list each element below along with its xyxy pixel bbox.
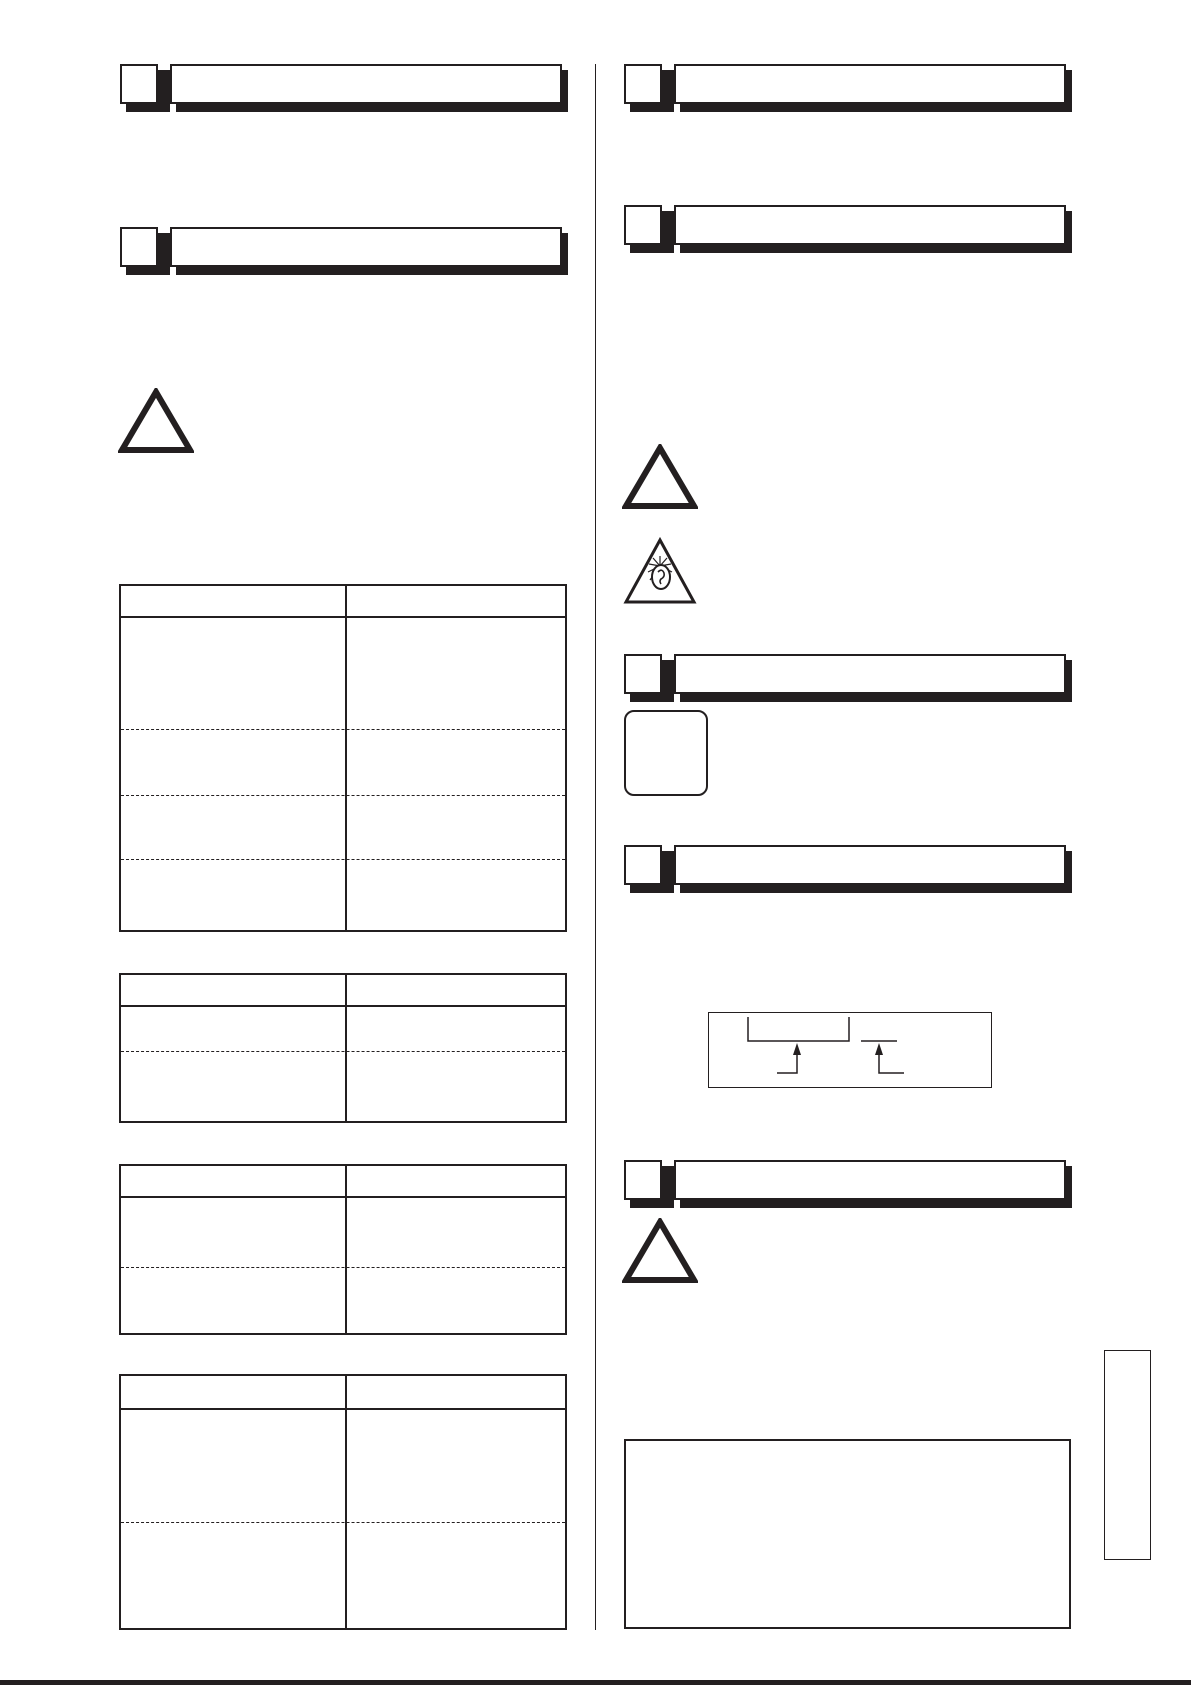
section-title-bar xyxy=(674,64,1066,104)
section-number-box xyxy=(120,64,158,104)
section-header-1 xyxy=(120,64,570,112)
serial-number-diagram xyxy=(708,1012,992,1088)
section-number-box xyxy=(120,227,158,267)
side-tab xyxy=(1104,1350,1151,1560)
section-title-bar xyxy=(674,1160,1066,1200)
section-title-bar xyxy=(674,654,1066,694)
section-header-3 xyxy=(624,64,1074,112)
warning-triangle-icon xyxy=(118,388,194,454)
bottom-rule xyxy=(0,1680,1191,1685)
spec-table-1 xyxy=(119,584,567,932)
label-box xyxy=(624,710,708,796)
spec-table-4 xyxy=(119,1374,567,1630)
column-divider xyxy=(595,64,596,1630)
section-number-box xyxy=(624,64,662,104)
warning-triangle-icon xyxy=(622,1218,698,1284)
section-title-bar xyxy=(170,64,562,104)
section-title-bar xyxy=(170,227,562,267)
notice-box xyxy=(624,1439,1071,1629)
section-number-box xyxy=(624,845,662,885)
section-header-4 xyxy=(624,205,1074,253)
hearing-damage-icon xyxy=(622,536,698,606)
warning-triangle-icon xyxy=(622,444,698,510)
section-number-box xyxy=(624,205,662,245)
section-header-2 xyxy=(120,227,570,275)
section-header-5 xyxy=(624,654,1074,702)
section-number-box xyxy=(624,654,662,694)
spec-table-2 xyxy=(119,973,567,1123)
section-number-box xyxy=(624,1160,662,1200)
section-title-bar xyxy=(674,205,1066,245)
section-title-bar xyxy=(674,845,1066,885)
section-header-7 xyxy=(624,1160,1074,1208)
spec-table-3 xyxy=(119,1164,567,1335)
section-header-6 xyxy=(624,845,1074,893)
